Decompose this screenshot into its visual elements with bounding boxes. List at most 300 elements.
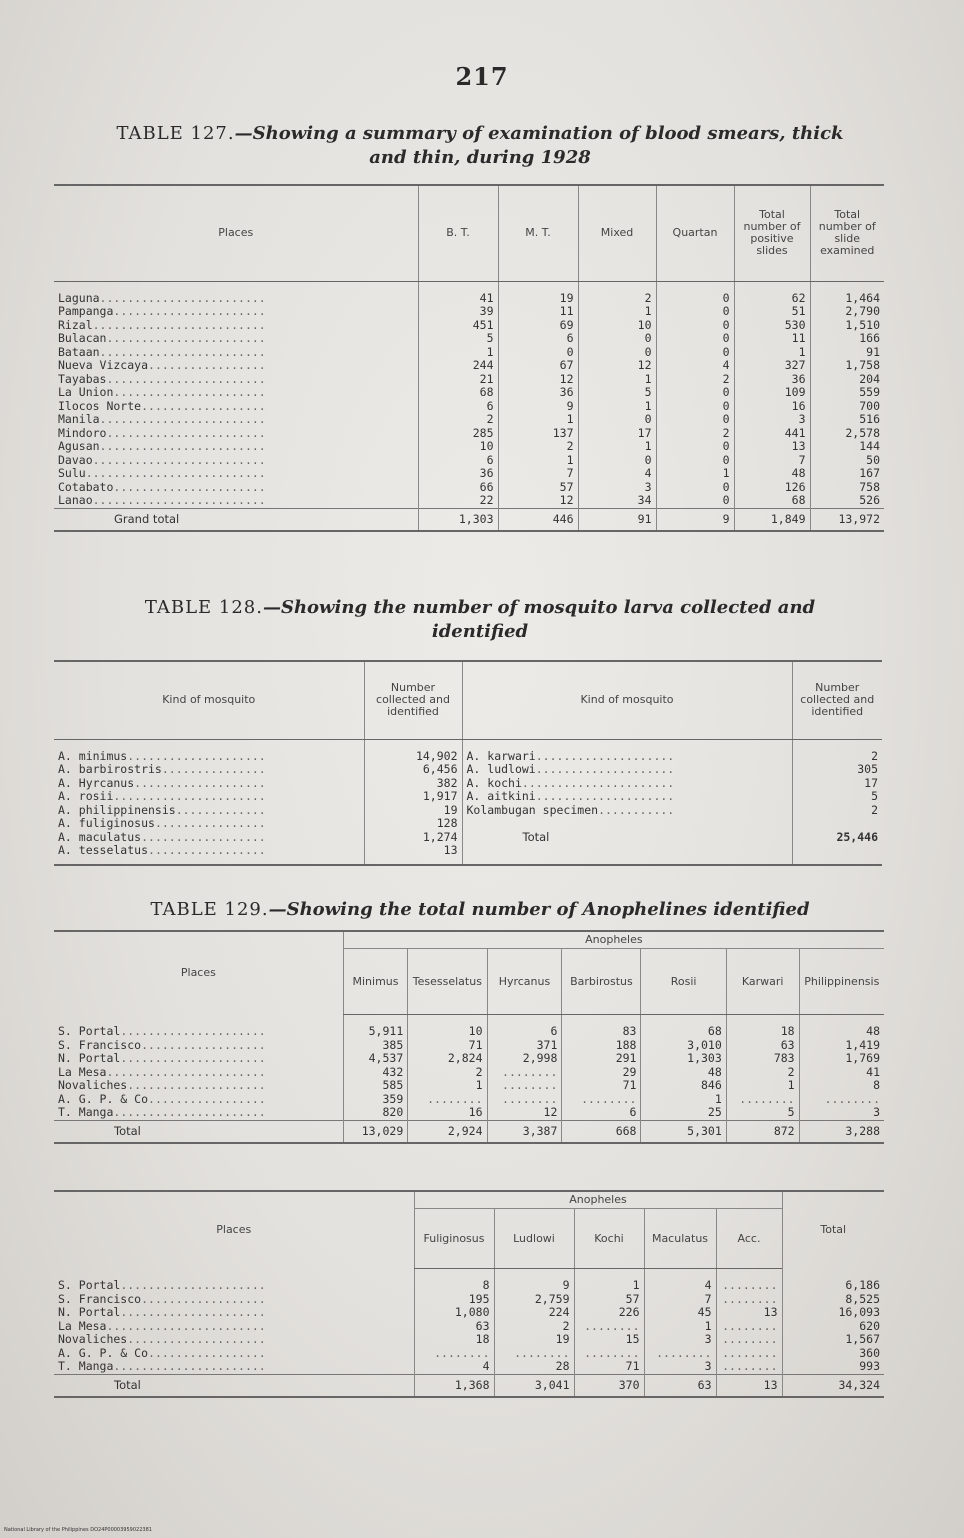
table-row (54, 292, 884, 306)
t129-cell: 8 (799, 1079, 884, 1093)
t128-count-left: 14,902 (364, 750, 462, 764)
t129-place (54, 1039, 343, 1053)
t127-cell: 9 (498, 400, 578, 414)
t127-cell: 1 (578, 400, 656, 414)
t129-total-cell: 63 (644, 1374, 716, 1397)
t129b-header-total: Total (782, 1191, 884, 1269)
t129-cell: 29 (562, 1066, 641, 1080)
t127-cell: 0 (656, 413, 734, 427)
table-row (54, 763, 882, 777)
t129-place-label: A. G. P. & Co (58, 1345, 149, 1360)
table-row (54, 1347, 884, 1361)
t129-cell (562, 1093, 641, 1107)
t127-place (54, 292, 418, 306)
table-129-part1 (54, 930, 884, 1144)
table-128-title-line2: identified (431, 621, 529, 642)
t128-species-left (54, 777, 364, 791)
t128-species-right-label: A. kochi (466, 775, 522, 790)
leader-dots: ....................... (106, 1064, 266, 1079)
t127-place-label: Manila (58, 412, 100, 426)
t129-total-cell: 370 (574, 1374, 644, 1397)
t129-cell: 1 (574, 1279, 644, 1293)
t129-total-cell: 3,387 (487, 1120, 562, 1143)
t129-cell: 71 (574, 1360, 644, 1374)
t127-place-label: Cotabato (58, 479, 114, 494)
t128-species-left-label: A. rosii (58, 789, 114, 803)
leader-dots: .................... (127, 748, 266, 763)
t129-total-cell: 5,301 (641, 1120, 726, 1143)
t127-place (54, 400, 418, 414)
t129-cell: 19 (494, 1333, 574, 1347)
t127-cell: 758 (810, 481, 884, 495)
t128-header-kind-left: Kind of mosquito (54, 661, 364, 739)
t129-cell: 1 (641, 1093, 726, 1107)
leader-dots: ...................... (113, 789, 266, 803)
t129-cell: 45 (644, 1306, 716, 1320)
t127-place-label: Tayabas (58, 371, 107, 386)
t129-cell: 3 (799, 1106, 884, 1120)
t127-cell: 41 (418, 292, 498, 306)
t129-cell (716, 1320, 782, 1334)
t128-species-right (462, 804, 792, 818)
t129-cell: 291 (562, 1052, 641, 1066)
t129-cell: 1,419 (799, 1039, 884, 1053)
t128-species-right (462, 763, 792, 777)
t128-species-left-label: A. barbirostris (58, 762, 162, 776)
t128-header-number-left: Number collected and identified (364, 661, 462, 739)
leader-dots: ........ (502, 1064, 558, 1079)
table-row (54, 804, 882, 818)
t127-place-label: Pampanga (58, 304, 114, 318)
page-number: 217 (455, 62, 509, 91)
t127-place (54, 319, 418, 333)
leader-dots: ........... (598, 802, 675, 817)
t127-place-label: Nueva Vizcaya (58, 358, 149, 372)
t129-cell: 2 (726, 1066, 799, 1080)
t129-place (54, 1025, 343, 1039)
t129-cell (487, 1093, 562, 1107)
leader-dots: .................. (141, 1037, 266, 1052)
t129-cell: 3 (644, 1360, 716, 1374)
t129-cell: 13 (716, 1306, 782, 1320)
t127-cell: 0 (578, 332, 656, 346)
t127-place (54, 413, 418, 427)
table-127 (54, 184, 884, 532)
t129-place (54, 1306, 414, 1320)
t127-cell: 3 (578, 481, 656, 495)
t127-total-cell: 1,849 (734, 508, 810, 531)
t127-place (54, 373, 418, 387)
t129-place-label: N. Portal (58, 1305, 121, 1319)
t127-cell: 1,758 (810, 359, 884, 373)
t128-species-right-label: A. karwari (466, 748, 536, 763)
t127-cell: 11 (498, 305, 578, 319)
leader-dots: ....................... (106, 425, 266, 440)
t129-place-label: A. G. P. & Co (58, 1091, 149, 1106)
leader-dots: .................... (127, 1332, 266, 1346)
t127-cell: 1 (734, 346, 810, 360)
t129-place-label: T. Manga (58, 1359, 114, 1373)
t129-cell: 12 (487, 1106, 562, 1120)
t129-total-cell: 3,041 (494, 1374, 574, 1397)
table-row (54, 1066, 884, 1080)
table-row (54, 494, 884, 508)
t129a-header-places: Places (180, 966, 216, 980)
t129-total-label: Total (54, 1120, 343, 1143)
t129-header-3: Hyrcanus (487, 949, 562, 1015)
t129-header-2: Tesesselatus (408, 949, 487, 1015)
t127-cell: 69 (498, 319, 578, 333)
t129-cell: 9 (494, 1279, 574, 1293)
table-row (54, 427, 884, 441)
t129-cell: 359 (343, 1093, 408, 1107)
t129-cell: 4,537 (343, 1052, 408, 1066)
t127-cell: 441 (734, 427, 810, 441)
leader-dots: .......................... (85, 466, 266, 480)
t129-cell (799, 1093, 884, 1107)
t127-cell: 0 (578, 413, 656, 427)
table-row (54, 1320, 884, 1334)
t127-cell: 0 (656, 481, 734, 495)
t129-cell: 1 (726, 1079, 799, 1093)
t129-cell (414, 1347, 494, 1361)
t127-cell: 1 (578, 305, 656, 319)
t127-place-label: Mindoro (58, 425, 107, 440)
t127-cell: 6 (498, 332, 578, 346)
t129-cell (494, 1347, 574, 1361)
t129-cell: 2,998 (487, 1052, 562, 1066)
t129-cell: 993 (782, 1360, 884, 1374)
table-row (54, 831, 882, 845)
t127-cell: 0 (656, 494, 734, 508)
t127-cell: 559 (810, 386, 884, 400)
t129a-header-anopheles: Anopheles (343, 931, 884, 949)
t127-cell: 530 (734, 319, 810, 333)
t128-header-number-right: Number collected and identified (792, 661, 882, 739)
leader-dots: ........ (502, 1078, 558, 1092)
t128-species-left (54, 831, 364, 845)
leader-dots: .................. (141, 1291, 266, 1306)
t129-cell: 3,010 (641, 1039, 726, 1053)
t129-cell: 15 (574, 1333, 644, 1347)
table-128-title-line1: —Showing the number of mosquito larva collected and (262, 597, 816, 618)
t127-cell: 68 (418, 386, 498, 400)
t127-cell: 4 (656, 359, 734, 373)
t129-cell: 1,080 (414, 1306, 494, 1320)
empty-cell (792, 817, 882, 831)
leader-dots: ...................... (113, 304, 266, 318)
t129-cell: 2 (494, 1320, 574, 1334)
t127-place (54, 454, 418, 468)
t127-place-label: Bataan (58, 344, 100, 359)
leader-dots: .................. (141, 398, 266, 413)
t129-place-label: N. Portal (58, 1051, 121, 1065)
leader-dots: ....................... (106, 371, 266, 386)
t128-count-right: 2 (792, 750, 882, 764)
table-127-title-line2: and thin, during 1928 (369, 147, 591, 168)
t129-cell: 226 (574, 1306, 644, 1320)
t129-place (54, 1052, 343, 1066)
t127-total-cell: 9 (656, 508, 734, 531)
table-129-caption (40, 898, 920, 922)
t129-place-label: La Mesa (58, 1064, 107, 1079)
leader-dots: .................... (535, 762, 675, 776)
t127-cell: 19 (498, 292, 578, 306)
t127-total-cell: 13,972 (810, 508, 884, 531)
t129-cell: 8,525 (782, 1293, 884, 1307)
t128-count-right: 2 (792, 804, 882, 818)
leader-dots: ........................ (99, 290, 266, 305)
t127-place (54, 386, 418, 400)
t128-species-right (462, 777, 792, 791)
table-row (54, 750, 882, 764)
t127-cell: 34 (578, 494, 656, 508)
leader-dots: .................... (127, 1078, 266, 1092)
t127-cell: 12 (498, 494, 578, 508)
table-row (54, 332, 884, 346)
t127-cell: 126 (734, 481, 810, 495)
t127-cell: 285 (418, 427, 498, 441)
t127-total-label: Grand total (54, 508, 418, 531)
t127-cell: 67 (498, 359, 578, 373)
leader-dots: ........ (722, 1359, 778, 1373)
t127-cell: 1 (578, 440, 656, 454)
t127-cell: 1 (418, 346, 498, 360)
t128-total-label: Total (462, 831, 792, 845)
leader-dots: ................. (148, 1091, 266, 1106)
table-129-title: —Showing the total number of Anophelines identified (268, 899, 810, 920)
leader-dots: ............. (175, 802, 266, 817)
leader-dots: ........ (824, 1091, 880, 1106)
t128-species-right (462, 790, 792, 804)
t129-place-label: T. Manga (58, 1105, 114, 1119)
t129-cell: 432 (343, 1066, 408, 1080)
t127-cell: 0 (656, 386, 734, 400)
t128-count-left: 382 (364, 777, 462, 791)
t129-cell: 25 (641, 1106, 726, 1120)
table-row (54, 305, 884, 319)
t129-place (54, 1079, 343, 1093)
leader-dots: ........ (584, 1345, 640, 1360)
t129-total-cell: 3,288 (799, 1120, 884, 1143)
total-row (54, 1374, 884, 1397)
t127-cell: 10 (418, 440, 498, 454)
t127-header-mt: M. T. (498, 185, 578, 281)
table-row (54, 844, 882, 865)
t128-total-value: 25,446 (792, 831, 882, 845)
t128-species-left (54, 844, 364, 865)
t129-cell: 71 (408, 1039, 487, 1053)
leader-dots: ........................ (99, 344, 266, 359)
t128-count-left: 1,917 (364, 790, 462, 804)
total-row (54, 508, 884, 531)
t129-place (54, 1093, 343, 1107)
leader-dots: ........................ (99, 412, 266, 426)
t127-cell: 36 (418, 467, 498, 481)
t127-cell: 7 (498, 467, 578, 481)
t129-header-5: Rosii (641, 949, 726, 1015)
t129-total-cell: 34,324 (782, 1374, 884, 1397)
t129-place (54, 1333, 414, 1347)
leader-dots: ...................... (113, 1105, 266, 1119)
t129-cell: 16 (408, 1106, 487, 1120)
t129-cell: 371 (487, 1039, 562, 1053)
t127-cell: 11 (734, 332, 810, 346)
t127-cell: 700 (810, 400, 884, 414)
t127-cell: 0 (656, 400, 734, 414)
t127-header-places: Places (54, 185, 418, 281)
t129-cell: 18 (414, 1333, 494, 1347)
leader-dots: ................... (134, 775, 266, 790)
table-127-caption (40, 122, 920, 170)
t128-species-left (54, 817, 364, 831)
t127-cell: 167 (810, 467, 884, 481)
t129-cell: 48 (799, 1025, 884, 1039)
leader-dots: ........ (722, 1318, 778, 1333)
t129-cell (644, 1347, 716, 1361)
leader-dots: ........ (434, 1345, 490, 1360)
t129-cell: 4 (414, 1360, 494, 1374)
t127-cell: 0 (656, 440, 734, 454)
t129-cell: 57 (574, 1293, 644, 1307)
t127-cell: 17 (578, 427, 656, 441)
t127-cell: 0 (656, 319, 734, 333)
t128-species-right-label: A. aitkini (466, 789, 536, 803)
table-row (54, 413, 884, 427)
leader-dots: ........ (722, 1332, 778, 1346)
leader-dots: ................. (148, 843, 266, 857)
t128-header-kind-right: Kind of mosquito (462, 661, 792, 739)
t129-place-label: Novaliches (58, 1078, 128, 1092)
table-row (54, 346, 884, 360)
t128-count-left: 6,456 (364, 763, 462, 777)
t129-cell: 2,824 (408, 1052, 487, 1066)
t127-place (54, 305, 418, 319)
t129-total-cell: 668 (562, 1120, 641, 1143)
t128-count-right: 5 (792, 790, 882, 804)
t127-cell: 0 (498, 346, 578, 360)
t127-place (54, 332, 418, 346)
leader-dots: ......................... (92, 493, 266, 507)
t129-cell: 846 (641, 1079, 726, 1093)
t129-place-label: S. Portal (58, 1024, 121, 1038)
t129-place (54, 1320, 414, 1334)
t127-cell: 36 (734, 373, 810, 387)
t127-cell: 1,510 (810, 319, 884, 333)
t129-cell: 28 (494, 1360, 574, 1374)
t127-cell: 6 (418, 454, 498, 468)
t129-cell: 63 (726, 1039, 799, 1053)
t128-count-right: 305 (792, 763, 882, 777)
t127-total-cell: 1,303 (418, 508, 498, 531)
t128-species-left-label: A. tesselatus (58, 843, 149, 857)
t128-species-right-label: A. ludlowi (466, 762, 536, 776)
leader-dots: ................ (154, 816, 266, 830)
table-row (54, 1306, 884, 1320)
t127-cell: 50 (810, 454, 884, 468)
t127-cell: 2 (656, 427, 734, 441)
leader-dots: ........ (581, 1091, 637, 1106)
t127-cell: 0 (656, 346, 734, 360)
leader-dots: ........ (722, 1278, 778, 1292)
t127-cell: 166 (810, 332, 884, 346)
t127-cell: 5 (418, 332, 498, 346)
t129-cell: 360 (782, 1347, 884, 1361)
t129-cell: 8 (414, 1279, 494, 1293)
t127-cell: 16 (734, 400, 810, 414)
t127-cell: 36 (498, 386, 578, 400)
t127-place (54, 494, 418, 508)
t129-cell (716, 1279, 782, 1293)
leader-dots: ........ (656, 1345, 712, 1360)
t127-cell: 137 (498, 427, 578, 441)
t127-header-bt: B. T. (418, 185, 498, 281)
table-row (54, 1360, 884, 1374)
leader-dots: ..................... (120, 1024, 266, 1038)
leader-dots: ........ (722, 1345, 778, 1360)
t129-place (54, 1106, 343, 1120)
t129-cell: 820 (343, 1106, 408, 1120)
t129-cell: 68 (641, 1025, 726, 1039)
t127-cell: 5 (578, 386, 656, 400)
leader-dots: ........ (739, 1091, 795, 1106)
table-row (54, 400, 884, 414)
t127-cell: 0 (578, 346, 656, 360)
t129-cell: 2,759 (494, 1293, 574, 1307)
t127-cell: 2,790 (810, 305, 884, 319)
t129-total-cell: 1,368 (414, 1374, 494, 1397)
t129-header-6: Karwari (726, 949, 799, 1015)
table-128-label: TABLE 128. (144, 597, 263, 618)
leader-dots: ..................... (120, 1305, 266, 1319)
t127-cell: 1 (656, 467, 734, 481)
t127-cell: 1 (498, 454, 578, 468)
t127-header-quartan: Quartan (656, 185, 734, 281)
t127-cell: 2 (578, 292, 656, 306)
t127-total-cell: 446 (498, 508, 578, 531)
t129b-header-places: Places (216, 1223, 252, 1237)
t127-place-label: Ilocos Norte (58, 398, 142, 413)
t129-cell (574, 1347, 644, 1361)
t128-species-left-label: A. minimus (58, 748, 128, 763)
table-128-caption (40, 596, 920, 644)
t128-species-left-label: A. philippinensis (58, 802, 176, 817)
t129-cell: 7 (644, 1293, 716, 1307)
t129-cell (726, 1093, 799, 1107)
t127-place (54, 467, 418, 481)
t128-species-left-label: A. maculatus (58, 829, 142, 844)
t129-cell (716, 1360, 782, 1374)
t129-header-5: Acc. (716, 1209, 782, 1269)
t129-cell: 224 (494, 1306, 574, 1320)
t129-cell: 6,186 (782, 1279, 884, 1293)
t127-cell: 12 (578, 359, 656, 373)
table-row (54, 319, 884, 333)
leader-dots: ...................... (521, 775, 675, 790)
t129-cell: 41 (799, 1066, 884, 1080)
t129-cell: 83 (562, 1025, 641, 1039)
t127-cell: 2 (656, 373, 734, 387)
total-row (54, 1120, 884, 1143)
t129-cell: 63 (414, 1320, 494, 1334)
leader-dots: ................. (148, 358, 266, 372)
t127-cell: 48 (734, 467, 810, 481)
leader-dots: ...................... (113, 1359, 266, 1373)
table-row (54, 1079, 884, 1093)
table-127-title-line1: —Showing a summary of examination of blood smears, thick (234, 123, 844, 144)
t129-place-label: La Mesa (58, 1318, 107, 1333)
t128-species-left-label: A. Hyrcanus (58, 775, 135, 790)
